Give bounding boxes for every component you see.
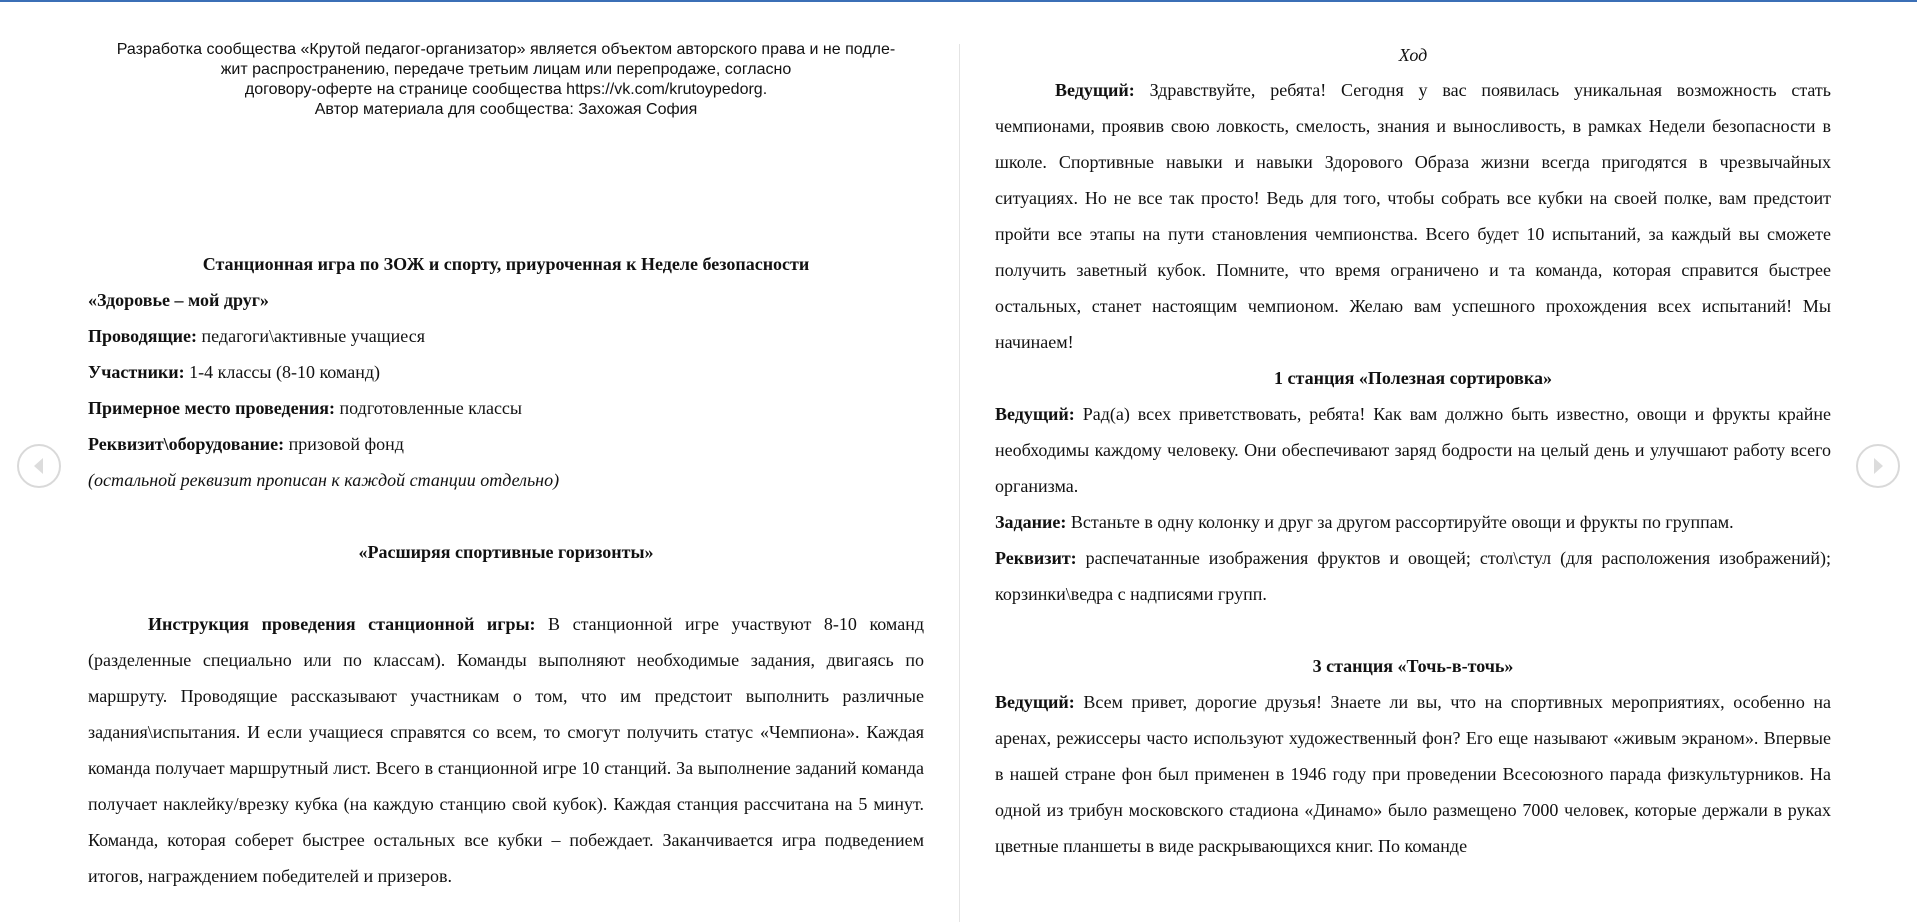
station-1-title: 1 станция «Полезная сортировка» <box>1274 368 1552 388</box>
field-label: Реквизит\оборудование: <box>88 434 285 454</box>
station-1-task <box>995 504 1831 540</box>
notice-line: Автор материала для сообщества: Захожая София <box>314 101 698 118</box>
intro-paragraph <box>995 72 1831 360</box>
host-label: Ведущий: <box>995 404 1075 424</box>
copyright-notice <box>88 40 924 120</box>
document-page-left <box>88 40 924 922</box>
spacer <box>88 570 924 606</box>
field-value: подготовленные классы <box>335 398 523 418</box>
top-accent-bar <box>0 0 1917 2</box>
document-subtitle: «Здоровье – мой друг» <box>88 290 269 310</box>
field-label: Проводящие: <box>88 326 198 346</box>
field-value: призовой фонд <box>284 434 404 454</box>
document-page-right <box>995 40 1831 922</box>
course-heading: Ход <box>1398 45 1428 65</box>
previous-page-button[interactable] <box>17 444 61 488</box>
props-text: распечатанные изображения фруктов и овощей; стол\стул (для расположения изображений); корзинки\ведра с надписями групп. <box>995 548 1831 604</box>
next-page-button[interactable] <box>1856 444 1900 488</box>
station-3-title: 3 станция «Точь-в-точь» <box>1312 656 1514 676</box>
spacer <box>995 612 1831 648</box>
notice-line: договору-оферте на странице сообщества https://vk.com/krutoypedorg. <box>244 81 768 98</box>
chevron-right-icon <box>1870 456 1886 476</box>
field-row <box>88 354 924 390</box>
task-text: Встаньте в одну колонку и друг за другом рассортируйте овощи и фрукты по группам. <box>1066 512 1734 532</box>
field-row <box>88 426 924 462</box>
field-label: Примерное место проведения: <box>88 398 336 418</box>
station-3-host <box>995 684 1831 864</box>
field-value: педагоги\активные учащиеся <box>197 326 425 346</box>
field-row <box>88 390 924 426</box>
props-note: (остальной реквизит прописан к каждой станции отдельно) <box>88 470 560 490</box>
station-1-host <box>995 396 1831 504</box>
instruction-text: В станционной игре участвуют 8-10 команд (разделенные специально или по классам). Команды выполняют необходимые задания, двигаясь по маршруту. Проводящие рассказывают участникам о том, что им предстоит выполнить различные задания\испытания. И если учащиеся справятся со всем, то смогут получить статус «Чемпиона». Каждая команда получает маршрутный лист. Всего в станционной игре 10 станций. За выполнение заданий команда получает наклейку/врезку кубка (на каждую станцию свой кубок). Каждая станция рассчитана на 5 минут. Команда, которая соберет быстрее остальных все кубки – побеждает. Заканчивается игра подведением итогов, награждением победителей и призеров. <box>88 614 924 886</box>
spacer <box>88 498 924 534</box>
host-label: Ведущий: <box>1055 80 1135 100</box>
notice-line: Разработка сообщества «Крутой педагог-организатор» является объектом авторского права и не подле- <box>116 41 896 58</box>
chevron-left-icon <box>31 456 47 476</box>
task-label: Задание: <box>995 512 1067 532</box>
host-text: Здравствуйте, ребята! Сегодня у вас появилась уникальная возможность стать чемпионами, проявив свою ловкость, смелость, знания и выносливость, в рамках Недели безопасности в школе. Спортивные навыки и навыки Здорового Образа жизни всегда пригодятся в чрезвычайных ситуациях. Но не все так просто! Ведь для того, чтобы собрать все кубки на своей полке, вам предстоит пройти все этапы на пути становления чемпионства. Всего будет 10 испытаний, за каждый вы сможете получить заветный кубок. Помните, что время ограничено и та команда, которая справится быстрее остальных, станет настоящим чемпионом. Желаю вам успешного прохождения всех испытаний! Мы начинаем! <box>995 80 1831 352</box>
station-1-props <box>995 540 1831 612</box>
host-text: Рад(а) всех приветствовать, ребята! Как вам должно быть известно, овощи и фрукты крайне необходимы каждому человеку. Они обеспечивают заряд бодрости на целый день и улучшают работу всего организма. <box>995 404 1831 496</box>
host-label: Ведущий: <box>995 692 1075 712</box>
field-row <box>88 318 924 354</box>
host-text: Всем привет, дорогие друзья! Знаете ли вы, что на спортивных мероприятиях, особенно на аренах, режиссеры часто используют художественный фон? Его еще называют «живым экраном». Впервые в нашей стране фон был применен в 1946 году при проведении Всесоюзного парада физкультурников. На одной из трибун московского стадиона «Динамо» было размещено 7000 человек, которые держали в руках цветные планшеты в виде раскрывающихся книг. По команде <box>995 692 1831 856</box>
notice-line: жит распространению, передаче третьим лицам или перепродаже, согласно <box>220 61 792 78</box>
section-title: «Расширяя спортивные горизонты» <box>358 542 654 562</box>
instruction-paragraph <box>88 606 924 894</box>
props-label: Реквизит: <box>995 548 1077 568</box>
page-divider <box>959 44 960 922</box>
field-value: 1-4 классы (8-10 команд) <box>184 362 380 382</box>
instruction-label: Инструкция проведения станционной игры: <box>148 614 536 634</box>
field-label: Участники: <box>88 362 185 382</box>
document-title: Станционная игра по ЗОЖ и спорту, приуроченная к Неделе безопасности <box>202 254 810 274</box>
